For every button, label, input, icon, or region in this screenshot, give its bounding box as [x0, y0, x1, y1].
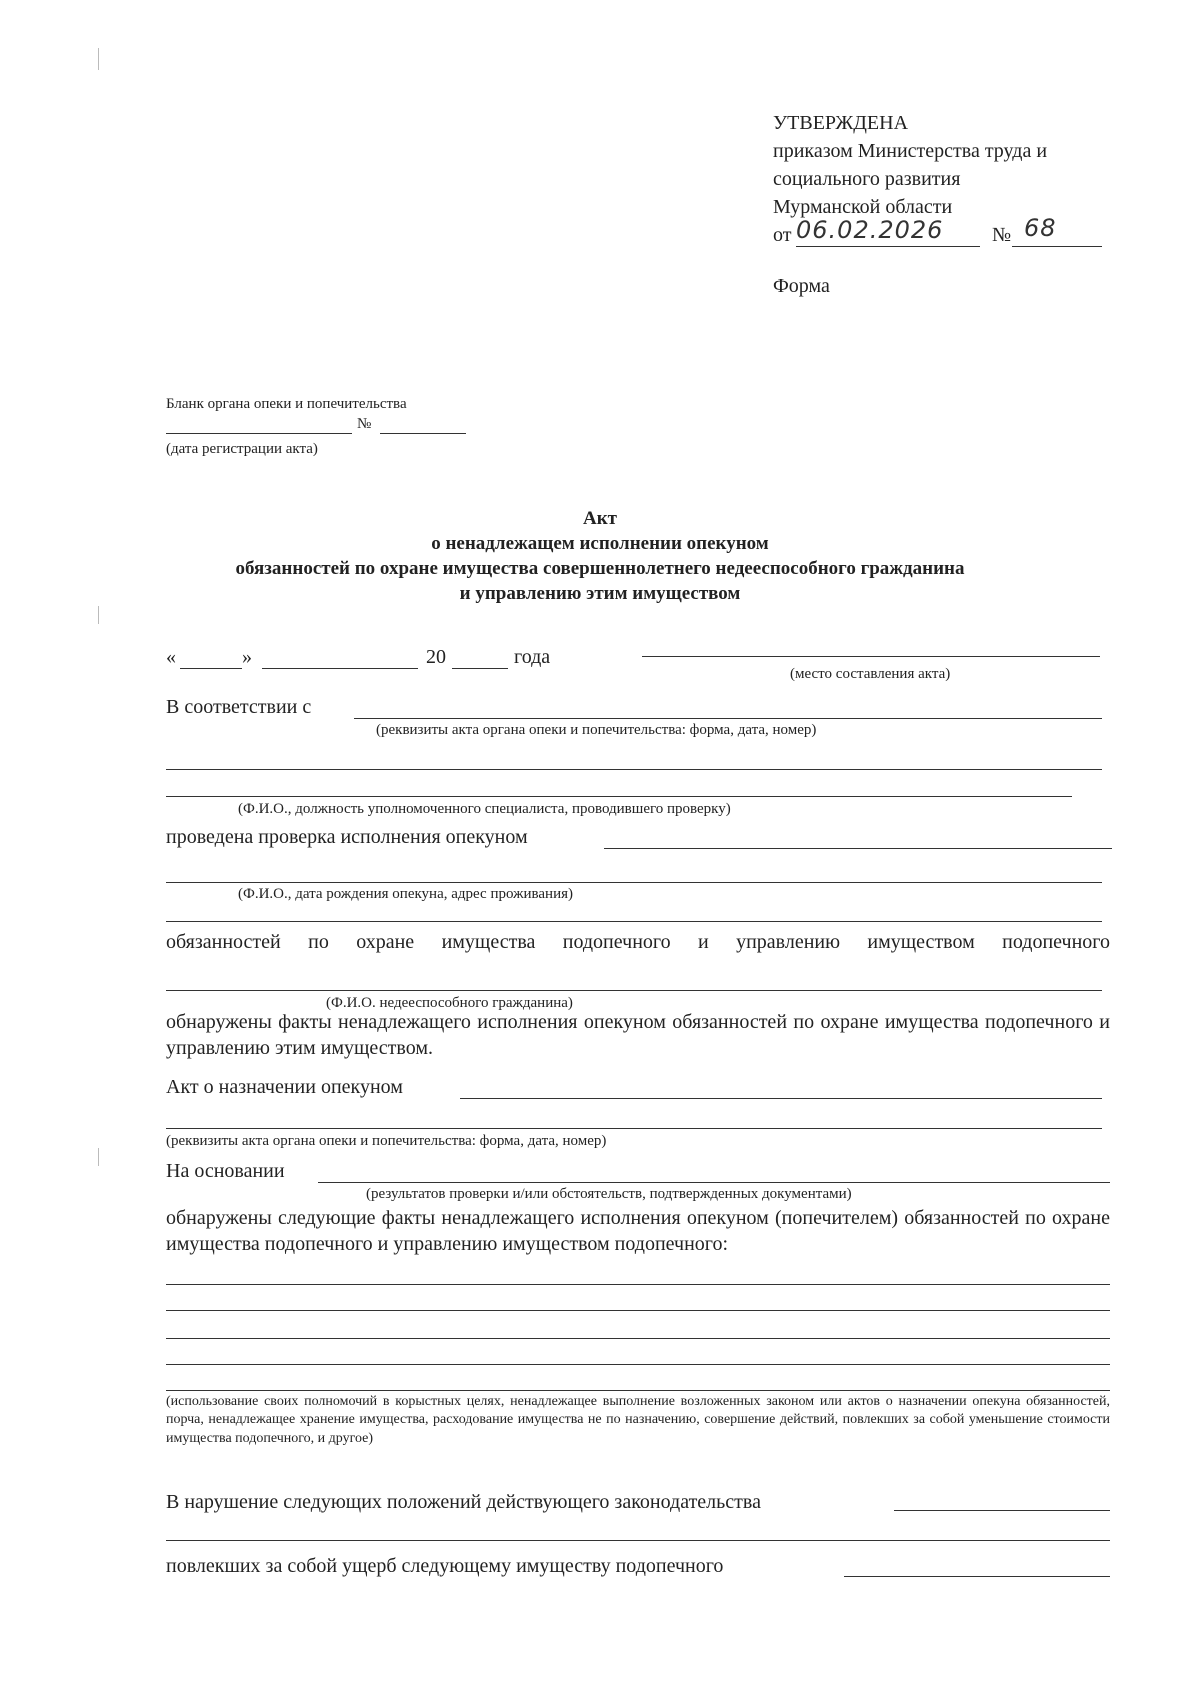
- found-text: обнаружены факты ненадлежащего исполнения опекуном обязанностей по охране имущества подопечного и управлению этим имуществом.: [166, 1011, 1110, 1059]
- basis-line: [318, 1182, 1110, 1183]
- document-subtitle-3: и управлению этим имуществом: [459, 583, 741, 604]
- ward-line: [166, 990, 1102, 991]
- document-subtitle-2: обязанностей по охране имущества совершеннолетнего недееспособного гражданина: [235, 558, 965, 579]
- facts-caption: (использование своих полномочий в корыстных целях, ненадлежащее выполнение возложенных законом или актов о назначении опекуна обязанностей, порча, ненадлежащее хранение имущества, расходование имущества не по назначению, совершение действий, повлекших за собой уменьшение стоимости имущества подопечного, и другое): [166, 1394, 1110, 1446]
- guardian-line: [166, 882, 1102, 883]
- place-line: [642, 656, 1100, 657]
- year-line: [452, 668, 508, 669]
- approval-status: УТВЕРЖДЕНА: [773, 112, 909, 134]
- registration-number-line: [380, 433, 466, 434]
- accordance-line: [354, 718, 1102, 719]
- document-subtitle-1: о ненадлежащем исполнении опекуном: [431, 533, 769, 554]
- check-label: проведена проверка исполнения опекуном: [166, 826, 528, 848]
- facts-line-3: [166, 1338, 1110, 1339]
- specialist-caption: (Ф.И.О., должность уполномоченного специалиста, проводившего проверку): [238, 801, 731, 817]
- accordance-label: В соответствии с: [166, 696, 312, 718]
- place-caption: (место составления акта): [790, 666, 951, 682]
- facts-line-1: [166, 1284, 1110, 1285]
- scan-mark: [98, 606, 99, 624]
- handwritten-date: 06.02.2026: [796, 216, 944, 244]
- duties-text: обязанностей по охране имущества подопечного и управлению имуществом подопечного: [166, 931, 1110, 953]
- violation-line: [894, 1510, 1110, 1511]
- approval-line-2: социального развития: [773, 168, 961, 190]
- approval-line-1: приказом Министерства труда и: [773, 140, 1048, 162]
- appointment-line: [460, 1098, 1102, 1099]
- registration-date-line: [166, 433, 352, 434]
- number-line: [1012, 246, 1102, 247]
- accordance-caption: (реквизиты акта органа опеки и попечительства: форма, дата, номер): [376, 722, 817, 738]
- quote-open: «: [166, 646, 176, 668]
- facts-line-2: [166, 1310, 1110, 1311]
- scan-mark: [98, 1148, 99, 1166]
- check-line: [604, 848, 1112, 849]
- facts-line-4: [166, 1364, 1110, 1365]
- date-prefix: от: [773, 224, 792, 246]
- specialist-line-2: [166, 796, 1072, 797]
- year-prefix: 20: [426, 646, 446, 668]
- guardian-caption: (Ф.И.О., дата рождения опекуна, адрес проживания): [238, 886, 574, 902]
- date-line: [796, 246, 980, 247]
- month-line: [262, 668, 418, 669]
- approval-line-3: Мурманской области: [773, 196, 953, 218]
- violation-label: В нарушение следующих положений действующего законодательства: [166, 1491, 761, 1513]
- damage-line: [844, 1576, 1110, 1577]
- guardian-line-2: [166, 921, 1102, 922]
- quote-close: »: [242, 646, 252, 668]
- violation-line-2: [166, 1540, 1110, 1541]
- damage-label: повлекших за собой ущерб следующему имуществу подопечного: [166, 1555, 724, 1577]
- document-title: Акт: [582, 508, 617, 529]
- basis-label: На основании: [166, 1160, 285, 1182]
- blank-title: Бланк органа опеки и попечительства: [166, 396, 407, 412]
- registration-date-caption: (дата регистрации акта): [166, 441, 318, 457]
- year-suffix: года: [514, 646, 551, 668]
- form-label: Форма: [773, 275, 830, 297]
- facts-text: обнаружены следующие факты ненадлежащего исполнения опекуном (попечителем) обязанностей по охране имущества подопечного и управлению имуществом подопечного:: [166, 1207, 1110, 1255]
- blank-number-sign: №: [357, 416, 372, 432]
- number-prefix: №: [992, 224, 1012, 246]
- appointment-caption: (реквизиты акта органа опеки и попечительства: форма, дата, номер): [166, 1133, 607, 1149]
- ward-caption: (Ф.И.О. недееспособного гражданина): [326, 995, 573, 1011]
- specialist-line-1: [166, 769, 1102, 770]
- appointment-line-2: [166, 1128, 1102, 1129]
- handwritten-number: 68: [1024, 214, 1057, 242]
- facts-line-5: [166, 1390, 1110, 1391]
- day-line: [180, 668, 242, 669]
- basis-caption: (результатов проверки и/или обстоятельств, подтвержденных документами): [366, 1186, 852, 1202]
- appointment-label: Акт о назначении опекуном: [166, 1076, 403, 1098]
- scan-mark: [98, 48, 99, 70]
